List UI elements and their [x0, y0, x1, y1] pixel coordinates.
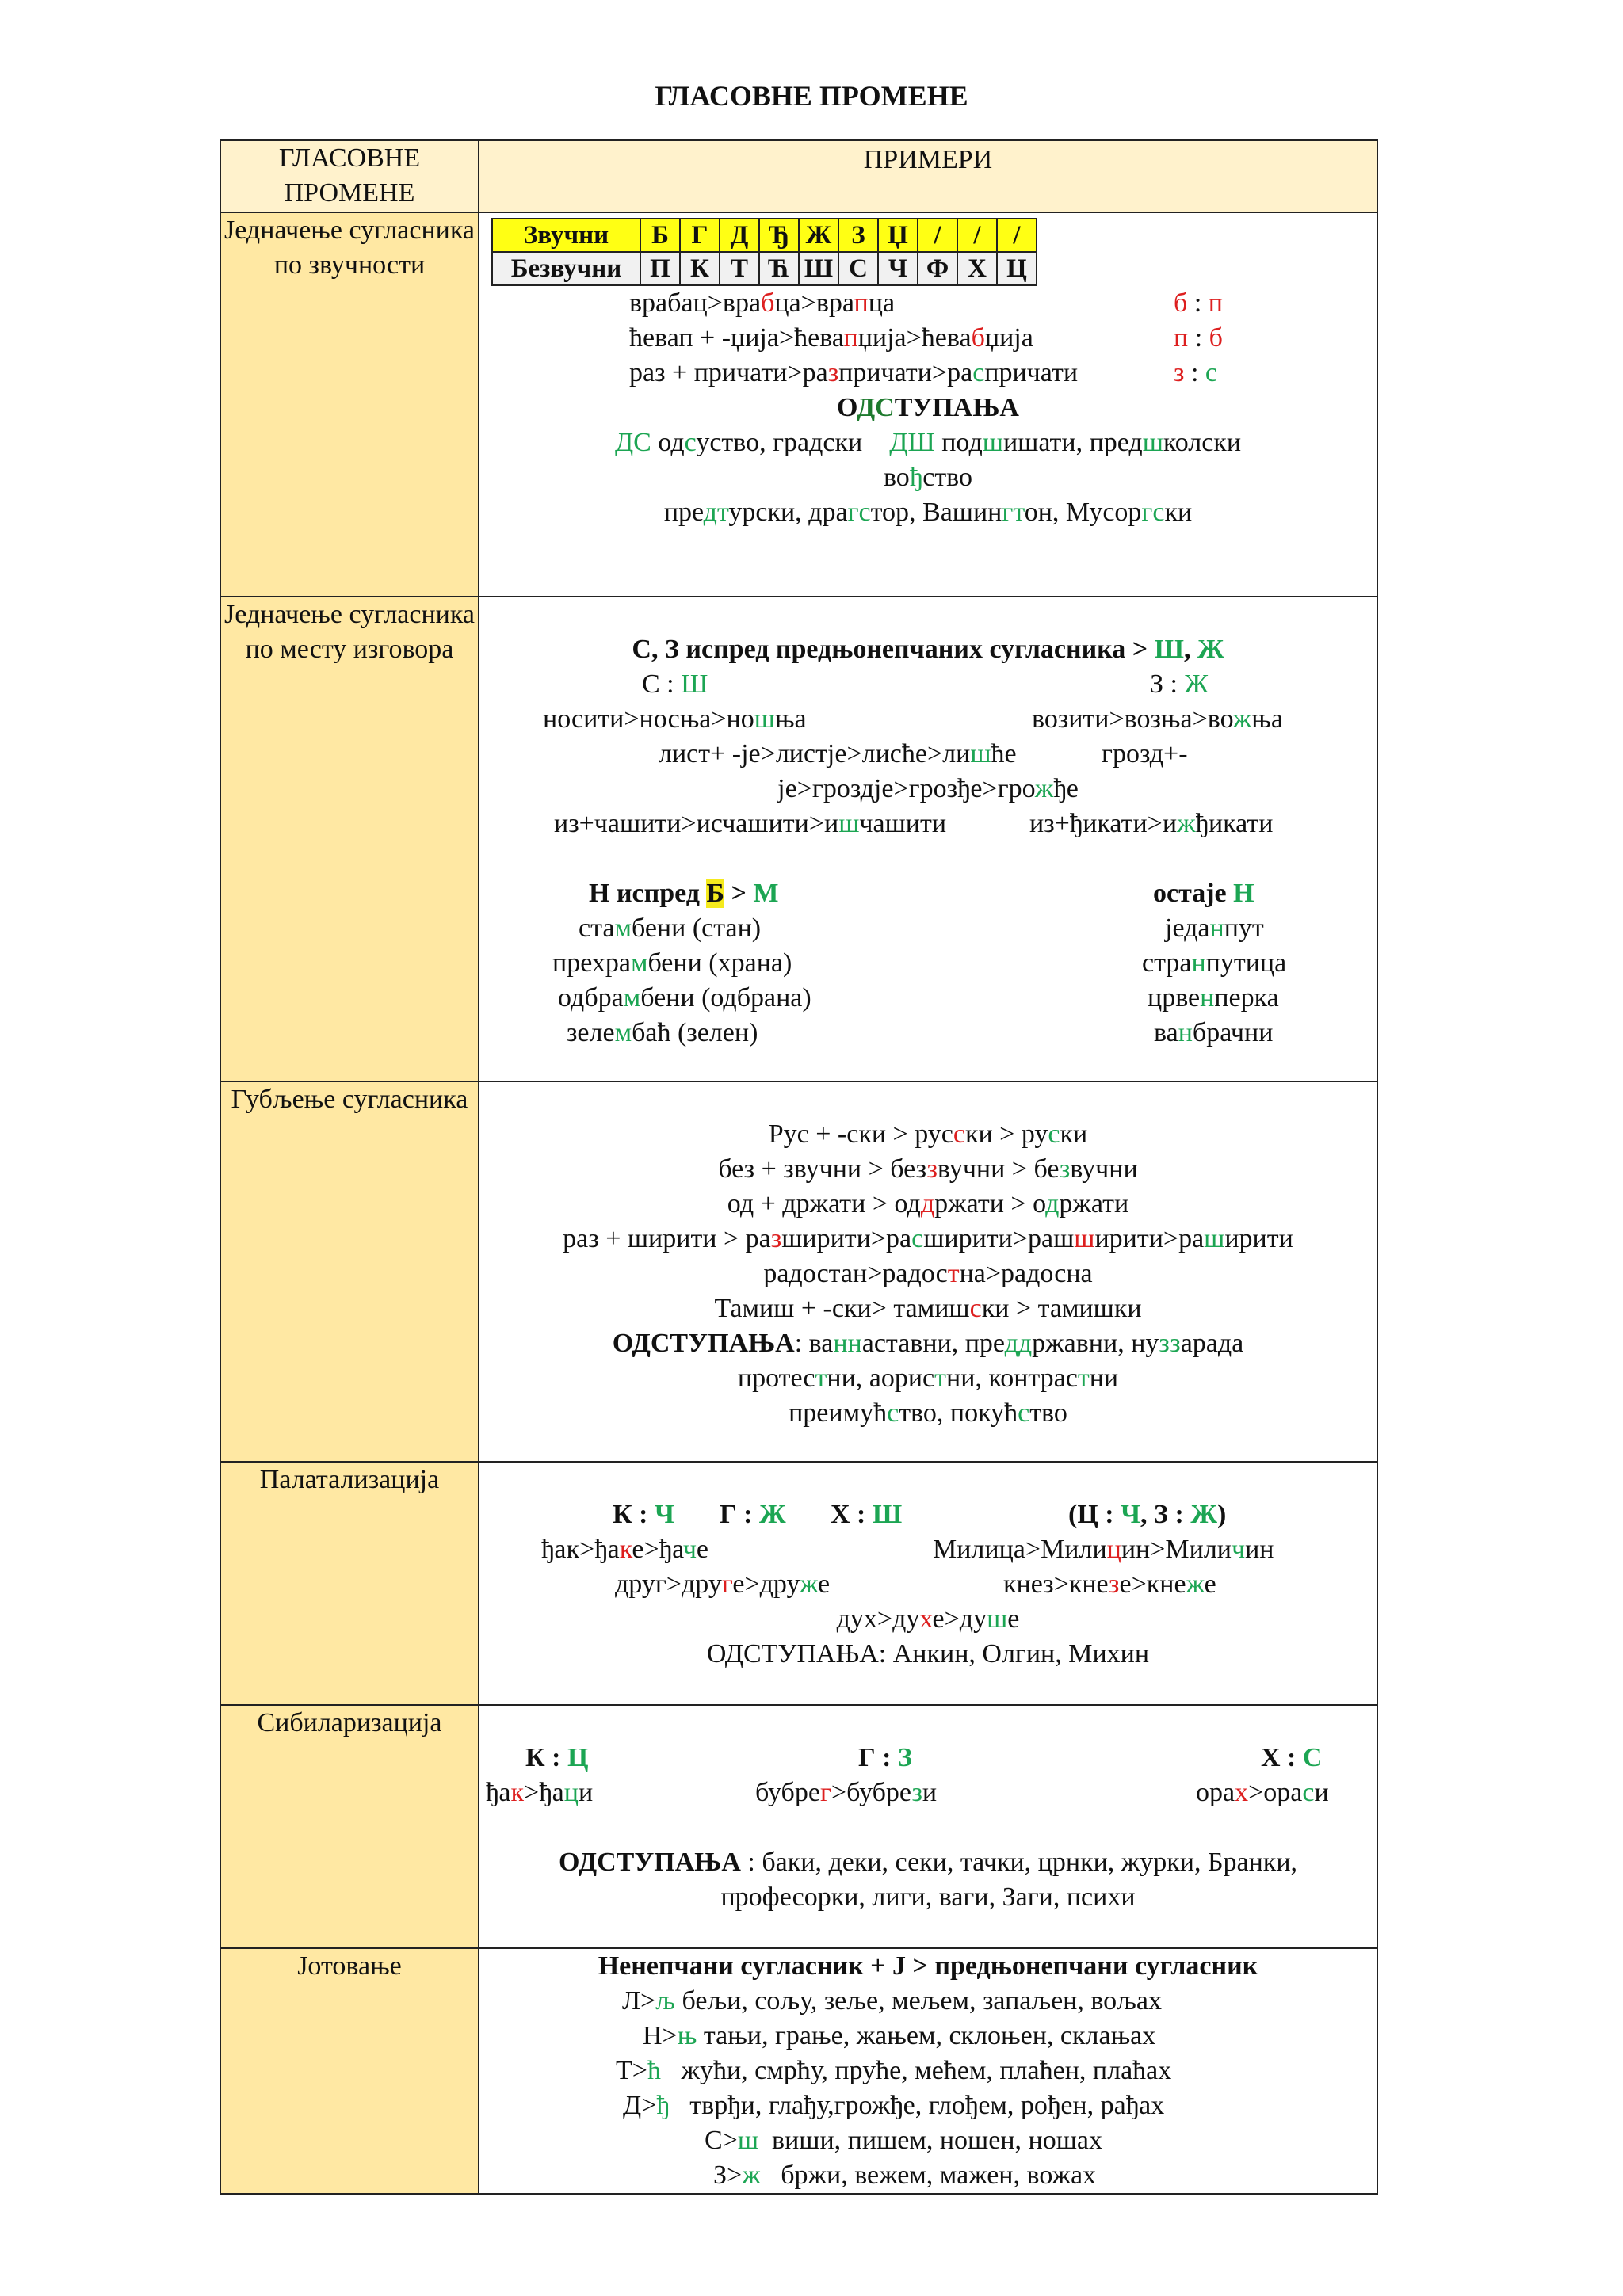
voiceless-letter: Ћ [759, 252, 799, 285]
example-line [479, 321, 1377, 356]
n-rule: Н испред Б > М [589, 879, 779, 908]
example-line: Н>њ тањи, грање, жањем, склоњен, склањах [643, 2021, 1156, 2050]
example-line: Рус + -ски > русски > руски [768, 1119, 1088, 1149]
example-text: ванбрачни [1154, 1018, 1274, 1047]
example-pair: б : п [1174, 288, 1223, 318]
voiced-letter: Ђ [759, 219, 799, 252]
voiceless-letter: С [838, 252, 878, 285]
row-examples [479, 1462, 1377, 1705]
header-col1: ГЛАСОВНЕ ПРОМЕНЕ [220, 140, 479, 212]
table-row [220, 1462, 1377, 1705]
example-line: З>ж бржи, вежем, мажен, вожах [713, 2161, 1097, 2190]
example-line [479, 356, 1377, 391]
example-text: бубрег>бубрези [755, 1778, 938, 1807]
example-line: дух>духе>душе [836, 1604, 1020, 1634]
example-line [479, 702, 1377, 737]
deviations-heading: ОДСТУПАЊА [837, 393, 1019, 422]
deviation-line: вођство [883, 463, 973, 492]
example-text: орах>ораси [1196, 1778, 1329, 1807]
table-row [220, 1948, 1377, 2194]
header-col2: ПРИМЕРИ [479, 140, 1377, 212]
table-row [220, 212, 1377, 597]
example-line: Тамиш + -ски> тамишски > тамишки [714, 1294, 1142, 1323]
row-label: Палатализација [220, 1462, 479, 1705]
example-line [479, 1567, 1377, 1602]
example-pair: С : Ш [642, 669, 708, 699]
rule-line [479, 1497, 1377, 1532]
example-text: из+чашити>исчашити>ишчашити [554, 809, 947, 838]
example-line: од + држати > оддржати > одржати [727, 1189, 1129, 1219]
example-line: Л>љ бељи, сољу, зеље, мељем, запаљен, вољах [622, 1986, 1162, 2016]
example-text: зелембаћ (зелен) [567, 1018, 758, 1047]
rule-k: К : Ч [613, 1500, 674, 1529]
table-row [220, 1705, 1377, 1948]
example-line [479, 981, 1377, 1016]
example-text: црвенперка [1148, 983, 1279, 1013]
example-line [479, 286, 1377, 321]
voiceless-letter: Ч [878, 252, 918, 285]
rule-h: Х : С [1261, 1743, 1323, 1772]
example-line: С>ш виши, пишем, ношен, ношах [705, 2126, 1102, 2155]
example-text: прехрамбени (храна) [552, 948, 792, 978]
voiceless-letter: Х [957, 252, 997, 285]
row-label: Сибиларизација [220, 1705, 479, 1948]
row-label: Једначење сугласника по месту изговора [220, 597, 479, 1081]
example-line [479, 737, 1377, 772]
voiced-letter: / [997, 219, 1037, 252]
rule-line [479, 1741, 1377, 1775]
row-examples [479, 597, 1377, 1081]
example-line [479, 807, 1377, 841]
example-line [479, 667, 1377, 702]
voiced-letter: З [838, 219, 878, 252]
example-line [479, 1775, 1377, 1810]
voiceless-letter: К [680, 252, 720, 285]
example-pair: з : с [1174, 358, 1217, 387]
example-pair: З : Ж [1150, 669, 1209, 699]
voicing-table [491, 218, 1037, 286]
voiceless-label: Безвучни [492, 252, 640, 285]
row-examples [479, 1948, 1377, 2194]
voiceless-letter: Т [720, 252, 759, 285]
rule-line: Ненепчани сугласник + Ј > предњонепчани сугласник [598, 1951, 1258, 1981]
deviation-line: ОДСТУПАЊА: ваннаставни, преддржавни, нуззарада [612, 1329, 1244, 1358]
voiced-letter: Ж [799, 219, 838, 252]
example-text: кнез>кнезе>кнеже [1003, 1569, 1216, 1599]
example-line [479, 1016, 1377, 1051]
example-text: возити>возња>вожња [1032, 704, 1283, 734]
table-row [220, 1081, 1377, 1462]
deviation-line: протестни, аористни, контрастни [737, 1363, 1119, 1393]
voiced-letter: / [957, 219, 997, 252]
example-text: лист+ -је>листје>лисће>лишће [659, 739, 1017, 769]
example-text: ђак>ђаци [486, 1778, 594, 1807]
sound-changes-table [220, 139, 1378, 2195]
row-label: Јотовање [220, 1948, 479, 2194]
example-text: једанпут [1165, 913, 1264, 943]
voiced-letter: Г [680, 219, 720, 252]
voiceless-letter: П [640, 252, 680, 285]
example-line: Д>ђ тврђи, глађу,грожђе, глођем, рођен, рађах [623, 2091, 1165, 2120]
voiced-label: Звучни [492, 219, 640, 252]
example-line: радостан>радостна>радосна [763, 1259, 1093, 1288]
example-text: стамбени (стан) [579, 913, 762, 943]
voiceless-letter: Ш [799, 252, 838, 285]
voiced-letter: Џ [878, 219, 918, 252]
page-title: ГЛАСОВНЕ ПРОМЕНЕ [655, 80, 968, 112]
voiced-letter: Б [640, 219, 680, 252]
rule-h: Х : Ш [831, 1500, 903, 1529]
example-text: ћевап + -џија>ћевапџија>ћевабџија [629, 323, 1033, 353]
rule-line: С, З испред предњонепчаних сугласника > Ш, Ж [632, 635, 1224, 664]
table-row [220, 597, 1377, 1081]
example-text: носити>носња>ношња [543, 704, 807, 734]
n-stays: остаје Н [1153, 879, 1254, 908]
deviation-line: предтурски, драгстор, Вашингтон, Мусоргски [663, 498, 1193, 527]
example-text: одбрамбени (одбрана) [558, 983, 812, 1013]
rule-g: Г : Ж [720, 1500, 786, 1529]
voiceless-letter: Ф [918, 252, 957, 285]
deviation-line: преимућство, покућство [789, 1398, 1067, 1428]
example-line: је>гроздје>грозђе>грожђе [777, 774, 1079, 803]
example-text: странпутица [1142, 948, 1287, 978]
deviation-line: ОДСТУПАЊА : баки, деки, секи, тачки, црнки, журки, Бранки, [558, 1848, 1298, 1877]
example-text: из+ђикати>ижђикати [1029, 809, 1274, 838]
example-text: ђак>ђаке>ђаче [541, 1535, 709, 1564]
example-line [479, 911, 1377, 946]
row-label: Губљење сугласника [220, 1081, 479, 1462]
example-pair: п : б [1174, 323, 1223, 353]
row-examples [479, 212, 1377, 597]
deviation-line: ОДСТУПАЊА: Анкин, Олгин, Михин [706, 1639, 1150, 1669]
example-line [479, 1532, 1377, 1567]
row-label: Једначење сугласника по звучности [220, 212, 479, 597]
example-text: грозд+- [1102, 739, 1188, 769]
row-examples [479, 1081, 1377, 1462]
rule-line [479, 876, 1377, 911]
voiced-letter: / [918, 219, 957, 252]
table-header-row [220, 140, 1377, 212]
example-line: Т>ћ жући, смрћу, пруће, мећем, плаћен, плаћах [616, 2056, 1172, 2085]
voiced-row [492, 219, 1037, 252]
row-examples [479, 1705, 1377, 1948]
example-line: без + звучни > беззвучни > безвучни [718, 1154, 1138, 1184]
voiceless-letter: Ц [997, 252, 1037, 285]
voiced-letter: Д [720, 219, 759, 252]
example-text: раз + причати>разпричати>распричати [629, 358, 1079, 387]
example-text: Милица>Милицин>Миличин [933, 1535, 1274, 1564]
voiceless-row [492, 252, 1037, 285]
rule-cz: (Ц : Ч, З : Ж) [1068, 1500, 1227, 1529]
example-line: раз + ширити > разширити>расширити>рашширити>раширити [563, 1224, 1293, 1253]
deviation-line: ДС одсуство, градски ДШ подшишати, предшколски [614, 428, 1242, 457]
rule-k: К : Ц [525, 1743, 589, 1772]
deviation-line: професорки, лиги, ваги, Заги, психи [720, 1882, 1136, 1912]
rule-g: Г : З [858, 1743, 912, 1772]
example-line [479, 946, 1377, 981]
example-text: врабац>врабца>врапца [629, 288, 896, 318]
example-text: друг>друге>друже [615, 1569, 831, 1599]
